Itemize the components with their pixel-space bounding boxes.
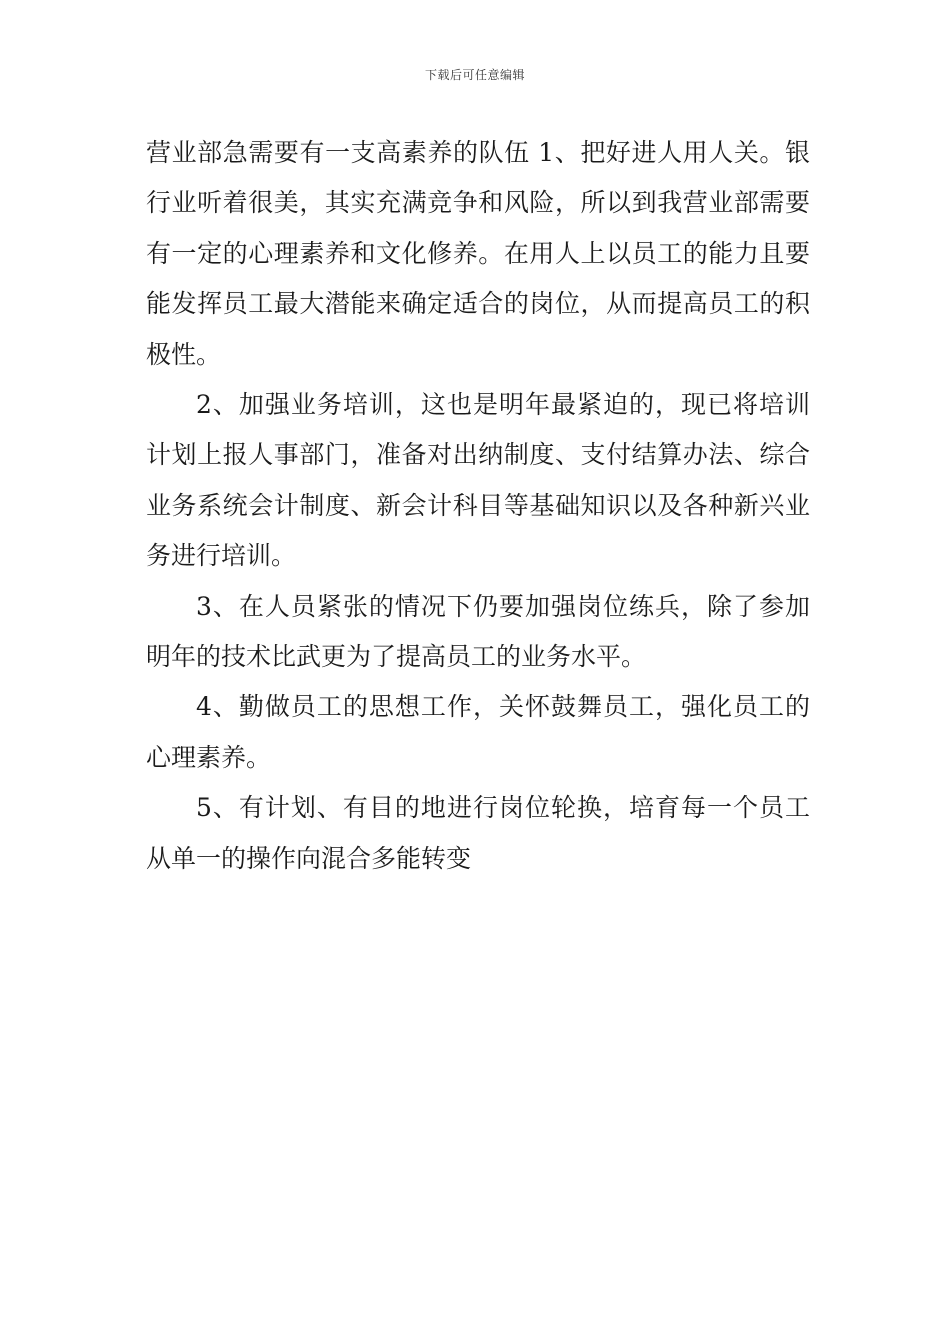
paragraph-1: 营业部急需要有一支高素养的队伍 1、把好进人用人关。银行业听着很美，其实充满竞争和风险，所以到我营业部需要有一定的心理素养和文化修养。在用人上以员工的能力且要能发挥员工最大潜能来确定适合的岗位，从而提高员工的积极性。: [146, 138, 810, 369]
document-body: [146, 128, 810, 884]
paragraph-2: 2、加强业务培训，这也是明年最紧迫的，现已将培训计划上报人事部门，准备对出纳制度、支付结算办法、综合业务系统会计制度、新会计科目等基础知识以及各种新兴业务进行培训。: [146, 390, 810, 571]
header-note: 下载后可任意编辑: [424, 68, 525, 82]
paragraph-4: 4、勤做员工的思想工作，关怀鼓舞员工，强化员工的心理素养。: [146, 692, 810, 772]
paragraph-3: 3、在人员紧张的情况下仍要加强岗位练兵，除了参加明年的技术比武更为了提高员工的业务水平。: [146, 591, 810, 672]
paragraph-5: 5、有计划、有目的地进行岗位轮换，培育每一个员工从单一的操作向混合多能转变: [146, 793, 810, 873]
